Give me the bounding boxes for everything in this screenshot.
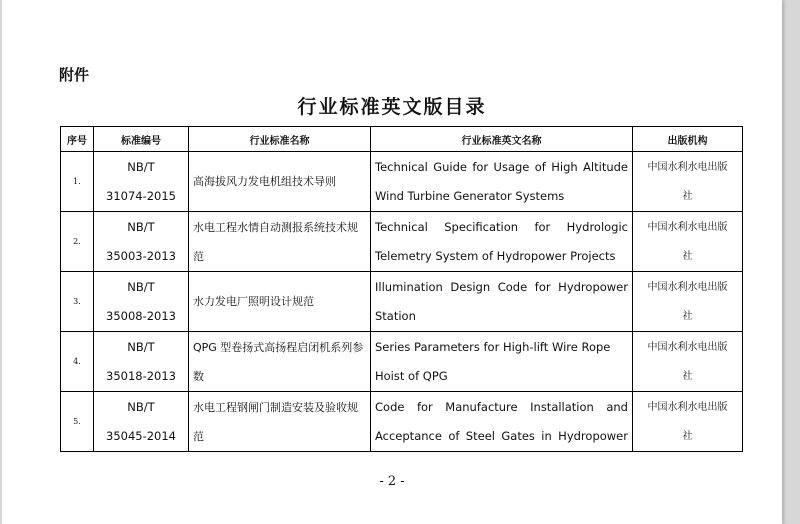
row-en-name: [371, 152, 633, 212]
row-en-name: [371, 272, 633, 332]
en-name-line: Technical Guide for Usage of High Altitude: [375, 159, 628, 174]
en-name-line: Code for Manufacture Installation and: [375, 399, 628, 414]
code-line: 35045-2014: [106, 428, 176, 443]
table-row: [61, 332, 743, 392]
code-line: NB/T: [127, 399, 155, 414]
publisher-line: 中国水利水电出版: [647, 161, 728, 173]
publisher-line: 社: [682, 310, 693, 322]
row-cn-name: 水力发电厂照明设计规范: [189, 272, 371, 332]
row-code: [94, 392, 189, 452]
row-en-name: [371, 332, 633, 392]
code-line: 35018-2013: [106, 368, 176, 383]
code-line: 31074-2015: [106, 188, 176, 203]
code-line: NB/T: [127, 339, 155, 354]
code-line: NB/T: [127, 159, 155, 174]
row-code: [94, 272, 189, 332]
en-name-line: Illumination Design Code for Hydropower: [375, 279, 628, 294]
publisher-line: 中国水利水电出版: [647, 221, 728, 233]
en-name-line: Telemetry System of Hydropower Projects: [375, 248, 616, 263]
table-row: [61, 272, 743, 332]
header-en-name: 行业标准英文名称: [371, 127, 633, 152]
table-row: [61, 152, 743, 212]
en-name-line: Hoist of QPG: [375, 368, 448, 383]
code-line: 35003-2013: [106, 248, 176, 263]
row-code: [94, 332, 189, 392]
publisher-line: 中国水利水电出版: [647, 401, 728, 413]
page-number: - 2 -: [379, 474, 405, 489]
header-code: 标准编号: [94, 127, 189, 152]
row-cn-name: 水电工程钢闸门制造安装及验收规范: [189, 392, 371, 452]
row-publisher: [633, 152, 743, 212]
row-cn-name: QPG 型卷扬式高扬程启闭机系列参数: [189, 332, 371, 392]
table-row: [61, 212, 743, 272]
annex-label: 附件: [59, 66, 90, 84]
row-code: [94, 152, 189, 212]
row-en-name: [371, 212, 633, 272]
en-name-line: Technical Specification for Hydrologic: [375, 219, 628, 234]
header-publisher: 出版机构: [633, 127, 743, 152]
row-publisher: [633, 332, 743, 392]
row-seq: 1.: [61, 152, 94, 212]
publisher-line: 社: [682, 430, 693, 442]
table-header-row: [61, 127, 743, 152]
en-name-line: Acceptance of Steel Gates in Hydropower: [375, 428, 628, 443]
code-line: 35008-2013: [106, 308, 176, 323]
en-name-line: Wind Turbine Generator Systems: [375, 188, 565, 203]
publisher-line: 社: [682, 190, 693, 202]
code-line: NB/T: [127, 219, 155, 234]
standards-table: [60, 126, 743, 452]
row-seq: 2.: [61, 212, 94, 272]
header-seq: 序号: [61, 127, 94, 152]
publisher-line: 社: [682, 370, 693, 382]
header-cn-name: 行业标准名称: [189, 127, 371, 152]
table-row: [61, 392, 743, 452]
en-name-line: Series Parameters for High-lift Wire Rope: [375, 339, 611, 354]
row-seq: 4.: [61, 332, 94, 392]
row-publisher: [633, 392, 743, 452]
document-page: [2, 0, 782, 524]
row-code: [94, 212, 189, 272]
row-cn-name: 水电工程水情自动测报系统技术规范: [189, 212, 371, 272]
en-name-line: Station: [375, 308, 416, 323]
row-publisher: [633, 272, 743, 332]
row-publisher: [633, 212, 743, 272]
row-seq: 5.: [61, 392, 94, 452]
publisher-line: 中国水利水电出版: [647, 281, 728, 293]
publisher-line: 中国水利水电出版: [647, 341, 728, 353]
document-title: 行业标准英文版目录: [297, 96, 487, 118]
row-en-name: [371, 392, 633, 452]
publisher-line: 社: [682, 250, 693, 262]
code-line: NB/T: [127, 279, 155, 294]
row-seq: 3.: [61, 272, 94, 332]
row-cn-name: 高海拔风力发电机组技术导则: [189, 152, 371, 212]
